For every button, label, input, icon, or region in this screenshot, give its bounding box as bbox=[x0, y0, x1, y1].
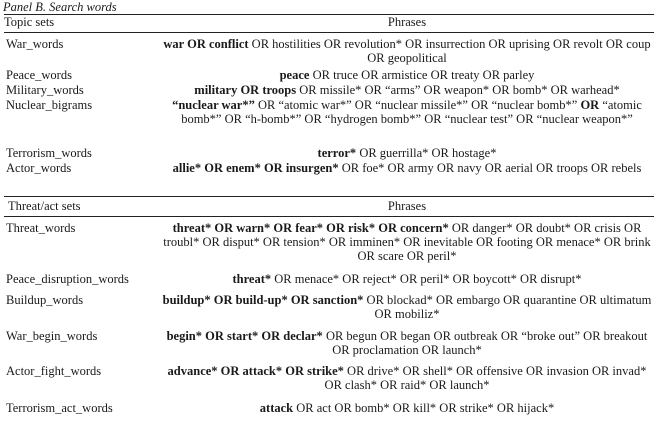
row-label: Threat_words bbox=[6, 221, 76, 235]
phrase-bold: “nuclear war*” bbox=[172, 98, 255, 112]
phrase-bold: allie* OR enem* OR insurgen* bbox=[172, 161, 339, 175]
phrase-text: “atomic bomb*” OR “h-bomb*” OR “hydrogen bomb*” OR “nuclear test” OR “nuclear weapon*” bbox=[181, 98, 642, 126]
phrase-bold: buildup* OR build-up* OR sanction* bbox=[162, 293, 364, 307]
row-phrases bbox=[160, 221, 654, 263]
rule-threat-top bbox=[4, 196, 654, 197]
row-label: Peace_words bbox=[6, 68, 72, 82]
panel-title: Panel B. Search words bbox=[3, 0, 117, 14]
phrase-bold: military OR troops bbox=[194, 83, 297, 97]
phrase-text: OR drive* OR shell* OR offensive OR invasion OR invad* OR clash* OR raid* OR launch* bbox=[324, 364, 647, 392]
row-label: Military_words bbox=[6, 83, 84, 97]
phrase-bold: OR bbox=[580, 98, 600, 112]
phrase-text: OR blockad* OR embargo OR quarantine OR ultimatum OR mobiliz* bbox=[363, 293, 652, 321]
row-label: Actor_fight_words bbox=[6, 364, 102, 378]
row-label: Terrorism_words bbox=[6, 146, 92, 160]
row-label: Buildup_words bbox=[6, 293, 84, 307]
row-phrases bbox=[160, 272, 654, 286]
row-label: Peace_disruption_words bbox=[6, 272, 129, 286]
phrase-text: OR begun OR began OR outbreak OR “broke out” OR breakout OR proclamation OR launch* bbox=[322, 329, 648, 357]
row-phrases bbox=[160, 329, 654, 357]
row-phrases bbox=[160, 83, 654, 97]
threat-header-right: Phrases bbox=[387, 199, 427, 213]
rule-topic-header bbox=[4, 32, 654, 33]
phrase-bold: attack bbox=[259, 401, 294, 415]
phrase-bold: advance* OR attack* OR strike* bbox=[167, 364, 344, 378]
phrase-bold: threat* OR warn* OR fear* OR risk* OR concern* bbox=[172, 221, 449, 235]
phrase-bold: threat* bbox=[232, 272, 272, 286]
row-label: Actor_words bbox=[6, 161, 72, 175]
phrase-text: OR hostilities OR revolution* OR insurrection OR uprising OR revolt OR coup OR geopolitical bbox=[248, 37, 651, 65]
row-phrases bbox=[160, 161, 654, 175]
row-label: Nuclear_bigrams bbox=[6, 98, 93, 112]
threat-header-left: Threat/act sets bbox=[8, 199, 81, 213]
phrase-text: OR guerrilla* OR hostage* bbox=[356, 146, 497, 160]
phrase-bold: war OR conflict bbox=[163, 37, 249, 51]
phrase-bold: peace bbox=[279, 68, 310, 82]
phrase-text: OR menace* OR reject* OR peril* OR boycott* OR disrupt* bbox=[271, 272, 582, 286]
phrase-text: OR missile* OR “arms” OR weapon* OR bomb* OR warhead* bbox=[296, 83, 620, 97]
phrase-text: OR danger* OR doubt* OR crisis OR troubl* OR disput* OR tension* OR imminen* OR inevitable OR footing OR menace* OR brink OR scare OR peril* bbox=[163, 221, 651, 263]
row-phrases bbox=[160, 98, 654, 126]
topic-header-left: Topic sets bbox=[4, 15, 55, 29]
rule-threat-header bbox=[4, 216, 654, 217]
topic-header-right: Phrases bbox=[387, 15, 427, 29]
phrase-text: OR foe* OR army OR navy OR aerial OR troops OR rebels bbox=[338, 161, 642, 175]
row-label: War_words bbox=[6, 37, 64, 51]
row-label: Terrorism_act_words bbox=[6, 401, 113, 415]
row-label: War_begin_words bbox=[6, 329, 98, 343]
row-phrases bbox=[160, 293, 654, 321]
row-phrases bbox=[160, 146, 654, 160]
row-phrases bbox=[160, 68, 654, 82]
phrase-text: OR “atomic war*” OR “nuclear missile*” OR “nuclear bomb*” bbox=[254, 98, 581, 112]
row-phrases bbox=[160, 37, 654, 65]
phrase-bold: terror* bbox=[317, 146, 357, 160]
row-phrases bbox=[160, 401, 654, 415]
phrase-bold: begin* OR start* OR declar* bbox=[166, 329, 323, 343]
row-phrases bbox=[160, 364, 654, 392]
phrase-text: OR act OR bomb* OR kill* OR strike* OR hijack* bbox=[293, 401, 555, 415]
phrase-text: OR truce OR armistice OR treaty OR parley bbox=[309, 68, 535, 82]
